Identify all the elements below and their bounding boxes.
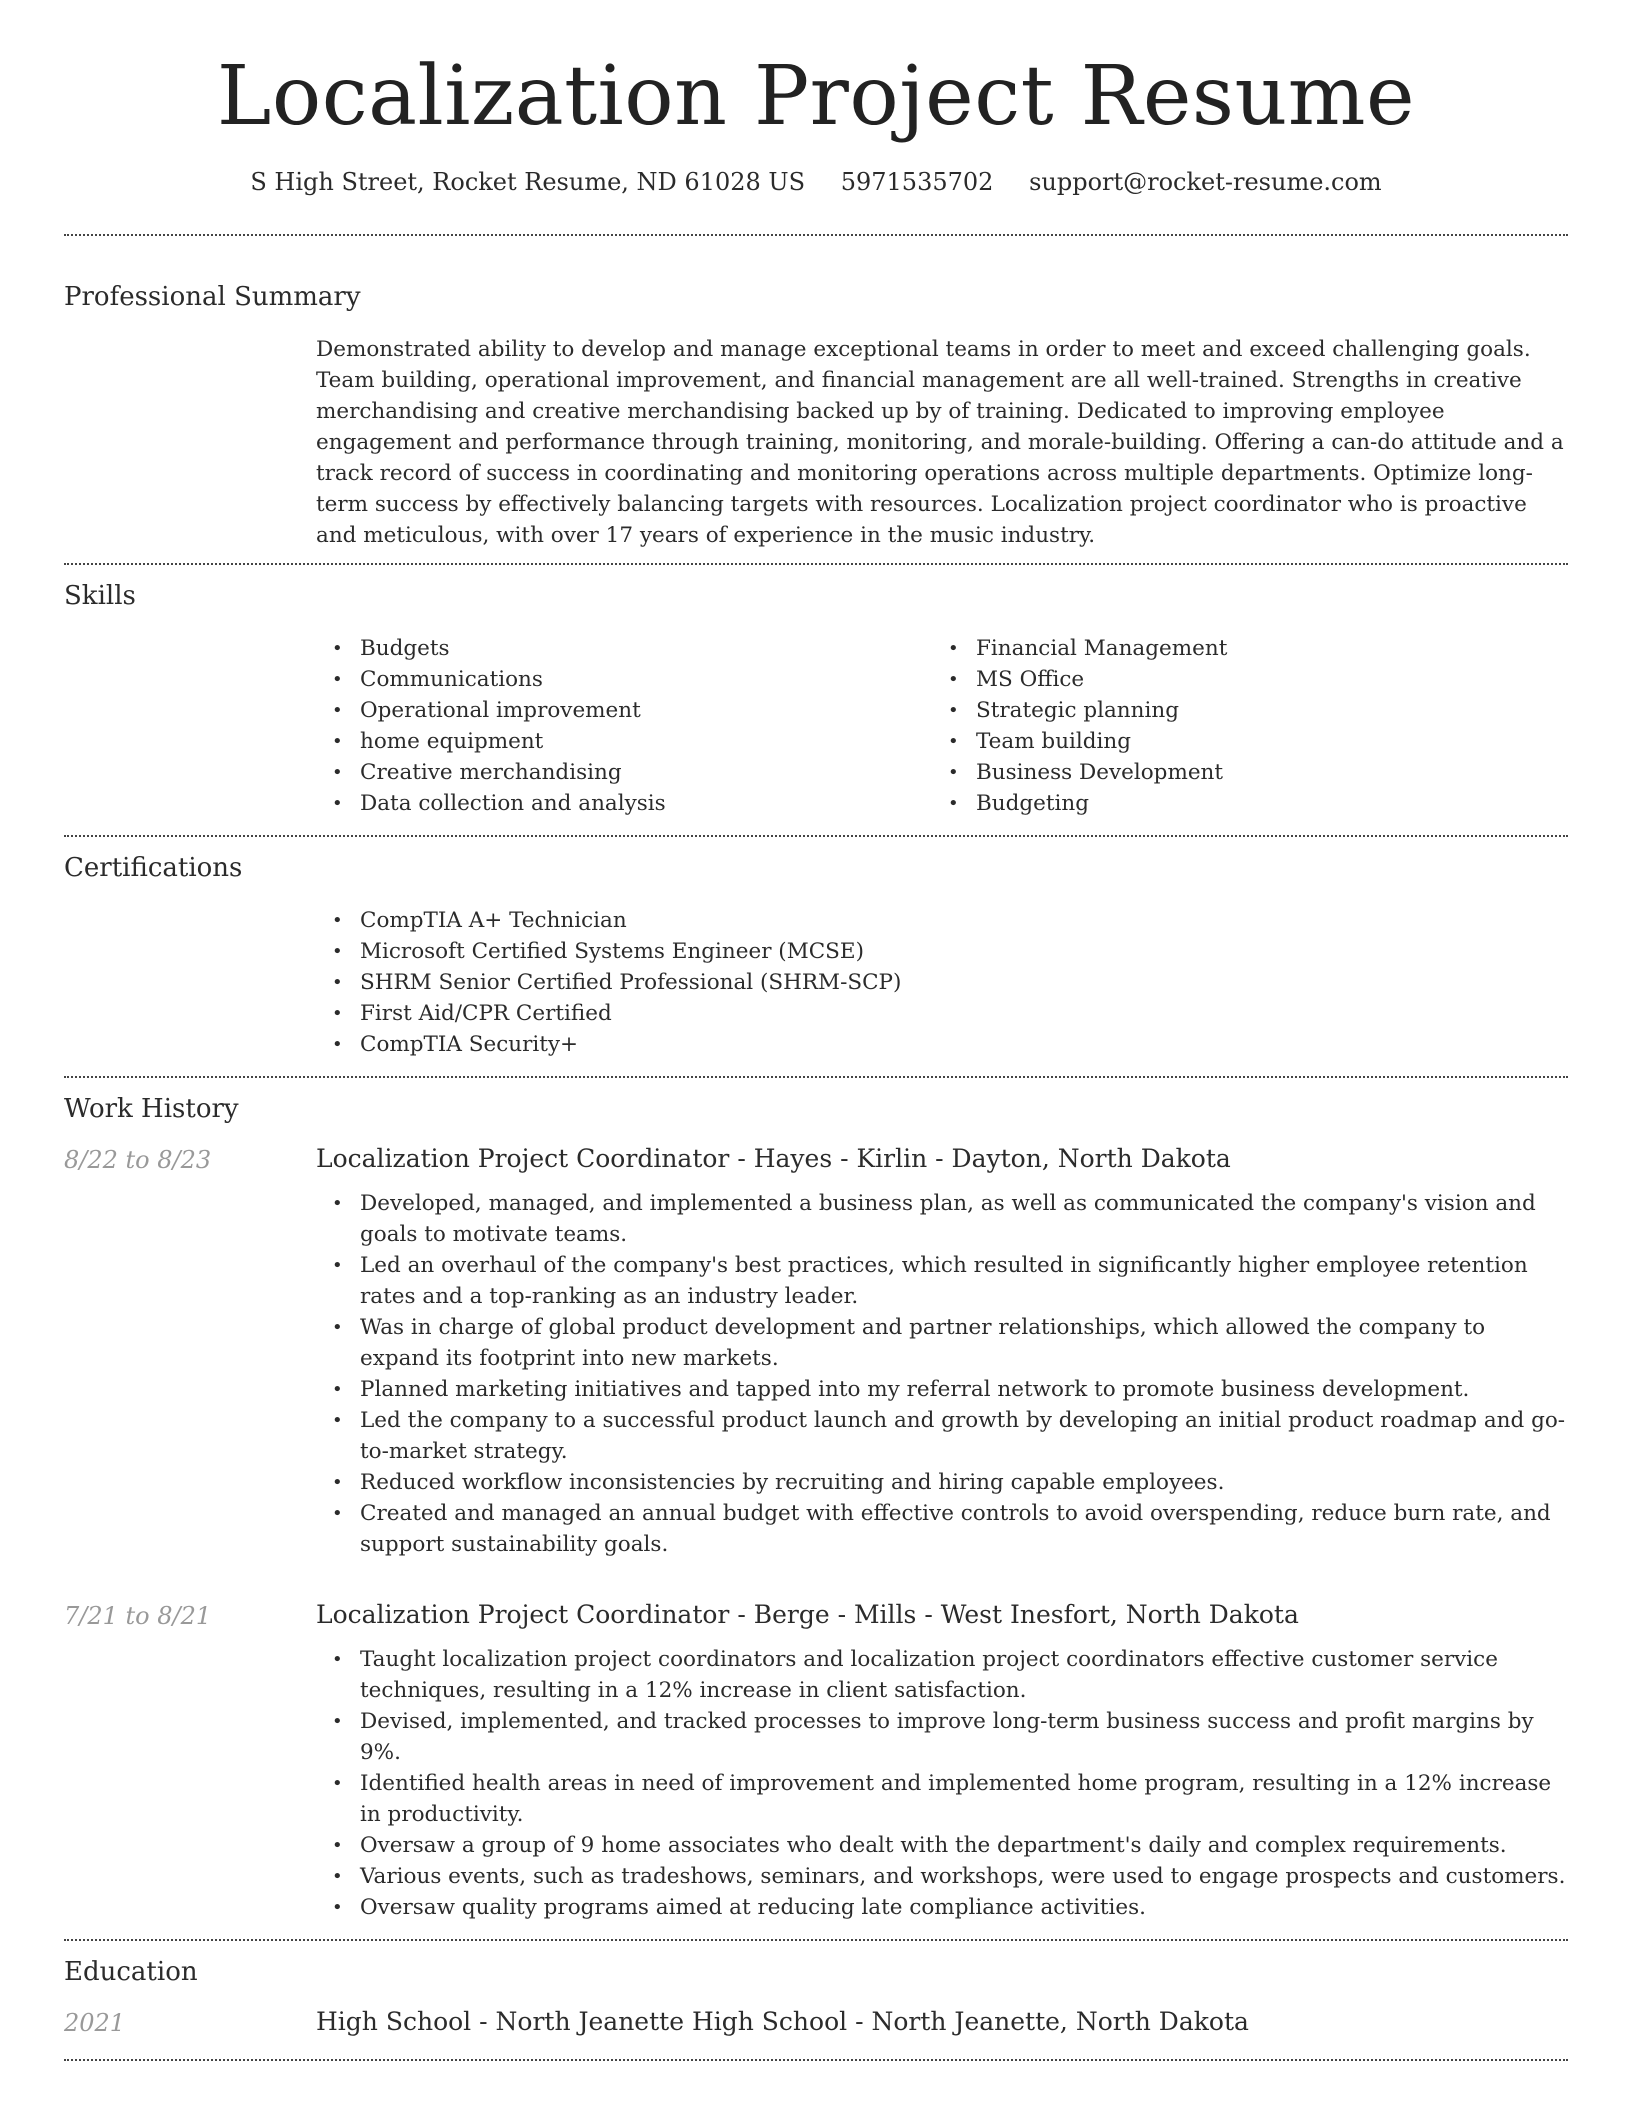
- job-entry: [64, 1600, 1568, 1630]
- list-item: • First Aid/CPR Certified: [316, 998, 1568, 1029]
- list-item: • Communications: [316, 664, 932, 695]
- contact-phone: 5971535702: [840, 168, 994, 197]
- contact-email: support@rocket-resume.com: [1029, 168, 1382, 197]
- job-entry: [64, 1144, 1568, 1174]
- list-item: • Oversaw a group of 9 home associates who dealt with the department's daily and complex requirements.: [316, 1830, 1568, 1861]
- list-item: • Operational improvement: [316, 695, 932, 726]
- section-title-skills: Skills: [64, 581, 136, 612]
- list-item: • Taught localization project coordinators and localization project coordinators effective customer service techniques, resulting in a 12% increase in client satisfaction.: [316, 1644, 1568, 1706]
- list-item: • Various events, such as tradeshows, seminars, and workshops, were used to engage prospects and customers.: [316, 1861, 1568, 1892]
- list-item: • Budgets: [316, 633, 932, 664]
- list-item: • Was in charge of global product development and partner relationships, which allowed the company to expand its footprint into new markets.: [316, 1312, 1568, 1374]
- section-title-work: Work History: [64, 1094, 239, 1125]
- list-item: • Microsoft Certified Systems Engineer (MCSE): [316, 936, 1568, 967]
- section-education: [64, 1941, 1568, 2059]
- list-item: • Identified health areas in need of improvement and implemented home program, resulting in a 12% increase in productivity.: [316, 1768, 1568, 1830]
- skills-list-right: [932, 633, 1548, 819]
- job-title: Localization Project Coordinator - Hayes - Kirlin - Dayton, North Dakota: [316, 1144, 1231, 1174]
- section-title-education: Education: [64, 1957, 198, 1988]
- list-item: • Developed, managed, and implemented a business plan, as well as communicated the company's vision and goals to motivate teams.: [316, 1188, 1568, 1250]
- job-bullets: [316, 1188, 1568, 1560]
- section-work-history: [64, 1078, 1568, 1939]
- resume-name: Localization Project Resume: [216, 49, 1416, 144]
- contact-line: [64, 168, 1568, 196]
- list-item: • Devised, implemented, and tracked processes to improve long-term business success and profit margins by 9%.: [316, 1706, 1568, 1768]
- job-title: Localization Project Coordinator - Berge - Mills - West Inesfort, North Dakota: [316, 1600, 1299, 1630]
- section-skills: [64, 565, 1568, 835]
- certifications-list: [316, 905, 1568, 1060]
- list-item: • Created and managed an annual budget with effective controls to avoid overspending, reduce burn rate, and support sustainability goals.: [316, 1498, 1568, 1560]
- skills-list-left: [316, 633, 932, 819]
- contact-address: S High Street, Rocket Resume, ND 61028 US: [250, 168, 806, 197]
- list-item: • Data collection and analysis: [316, 788, 932, 819]
- section-title-certifications: Certifications: [64, 853, 243, 884]
- list-item: • Reduced workflow inconsistencies by recruiting and hiring capable employees.: [316, 1467, 1568, 1498]
- education-entry: [64, 2007, 1568, 2037]
- list-item: • MS Office: [932, 664, 1548, 695]
- list-item: • Financial Management: [932, 633, 1548, 664]
- job-date: 8/22 to 8/23: [64, 1146, 212, 1175]
- list-item: • Strategic planning: [932, 695, 1548, 726]
- section-title-summary: Professional Summary: [64, 282, 361, 313]
- list-item: • Budgeting: [932, 788, 1548, 819]
- list-item: • Planned marketing initiatives and tapped into my referral network to promote business development.: [316, 1374, 1568, 1405]
- job-bullets: [316, 1644, 1568, 1923]
- summary-text: Demonstrated ability to develop and manage exceptional teams in order to meet and exceed challenging goals. Team building, operational improvement, and financial management are all well-trained. Strengths in creative merchandising and creative merchandising backed up by of training. Dedicated to improving employee engagement and performance through training, monitoring, and morale-building. Offering a can-do attitude and a track record of success in coordinating and monitoring operations across multiple departments. Optimize long-term success by effectively balancing targets with resources. Localization project coordinator who is proactive and meticulous, with over 17 years of experience in the music industry.: [316, 337, 1564, 549]
- list-item: • Oversaw quality programs aimed at reducing late compliance activities.: [316, 1892, 1568, 1923]
- divider: [64, 2059, 1568, 2061]
- list-item: • CompTIA Security+: [316, 1029, 1568, 1060]
- list-item: • CompTIA A+ Technician: [316, 905, 1568, 936]
- job-date: 7/21 to 8/21: [64, 1602, 212, 1631]
- list-item: • home equipment: [316, 726, 932, 757]
- education-title: High School - North Jeanette High School - North Jeanette, North Dakota: [316, 2007, 1249, 2037]
- list-item: • Creative merchandising: [316, 757, 932, 788]
- education-date: 2021: [64, 2009, 126, 2038]
- section-certifications: [64, 837, 1568, 1076]
- list-item: • Team building: [932, 726, 1548, 757]
- list-item: • SHRM Senior Certified Professional (SHRM-SCP): [316, 967, 1568, 998]
- list-item: • Led the company to a successful product launch and growth by developing an initial product roadmap and go-to-market strategy.: [316, 1405, 1568, 1467]
- resume-header: [64, 0, 1568, 196]
- section-summary: [64, 236, 1568, 563]
- list-item: • Business Development: [932, 757, 1548, 788]
- list-item: • Led an overhaul of the company's best practices, which resulted in significantly higher employee retention rates and a top-ranking as an industry leader.: [316, 1250, 1568, 1312]
